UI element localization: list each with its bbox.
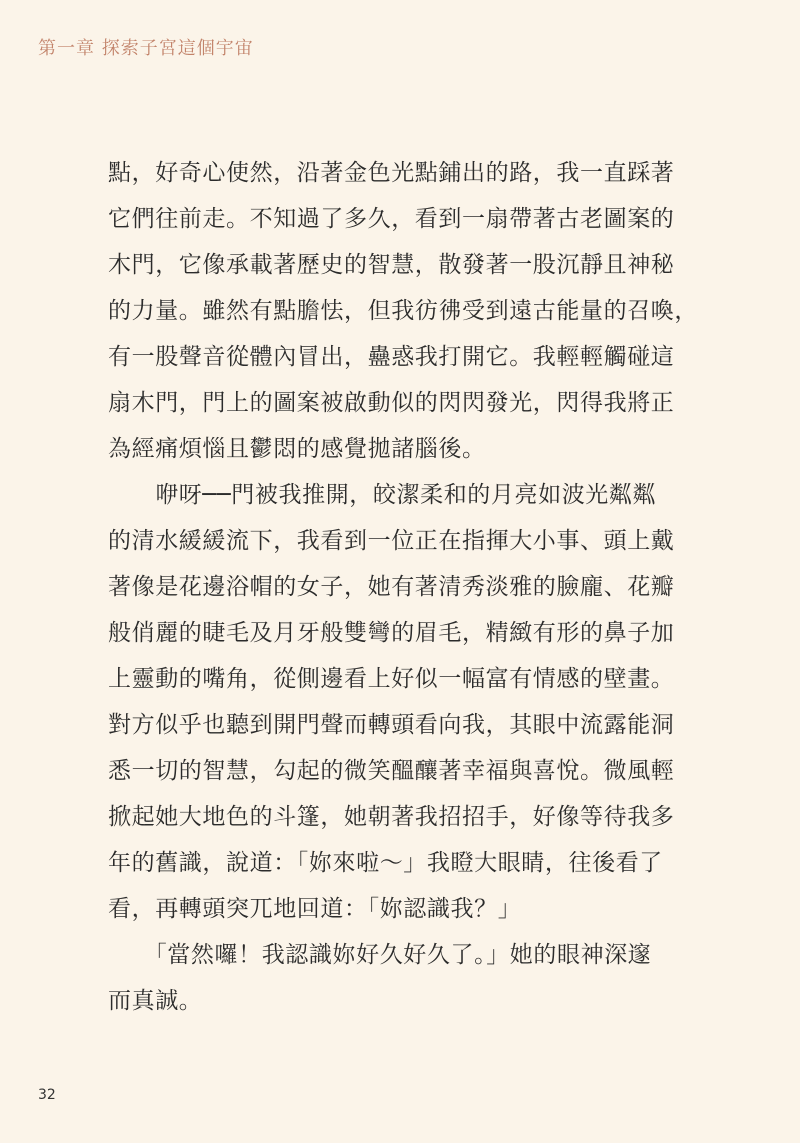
page-number: 32 [38, 1087, 56, 1103]
text-line: 看，再轉頭突兀地回道：「妳認識我？」 [108, 896, 522, 922]
text-line: 而真誠。 [108, 988, 203, 1014]
text-line: 木門，它像承載著歷史的智慧，散發著一股沉靜且神秘 [108, 252, 675, 278]
text-line: 扇木門，門上的圖案被啟動似的閃閃發光，閃得我將正 [108, 390, 675, 416]
text-line: 咿呀──門被我推開，皎潔柔和的月亮如波光粼粼 [108, 482, 657, 508]
text-line: 「當然囉！我認識妳好久好久了。」她的眼神深邃 [108, 942, 652, 968]
body-text [108, 150, 698, 1024]
text-line: 它們往前走。不知過了多久，看到一扇帶著古老圖案的 [108, 206, 675, 232]
running-head-chapter-title: 第一章 探索子宮這個宇宙 [38, 38, 254, 59]
text-line: 悉一切的智慧，勾起的微笑醞釀著幸福與喜悅。微風輕 [108, 758, 675, 784]
text-line: 上靈動的嘴角，從側邊看上好似一幅富有情感的壁畫。 [108, 666, 675, 692]
text-line: 點，好奇心使然，沿著金色光點鋪出的路，我一直踩著 [108, 160, 675, 186]
text-line: 著像是花邊浴帽的女子，她有著清秀淡雅的臉龐、花瓣 [108, 574, 675, 600]
text-line: 對方似乎也聽到開門聲而轉頭看向我，其眼中流露能洞 [108, 712, 675, 738]
text-line: 般俏麗的睫毛及月牙般雙彎的眉毛，精緻有形的鼻子加 [108, 620, 675, 646]
text-line: 為經痛煩惱且鬱悶的感覺拋諸腦後。 [108, 436, 486, 462]
text-line: 的清水緩緩流下，我看到一位正在指揮大小事、頭上戴 [108, 528, 675, 554]
text-line: 的力量。雖然有點膽怯，但我彷彿受到遠古能量的召喚， [108, 298, 698, 324]
text-line: 有一股聲音從體內冒出，蠱惑我打開它。我輕輕觸碰這 [108, 344, 675, 370]
text-line: 年的舊識，說道：「妳來啦～」我瞪大眼睛，往後看了 [108, 850, 663, 876]
text-line: 掀起她大地色的斗篷，她朝著我招招手，好像等待我多 [108, 804, 675, 830]
